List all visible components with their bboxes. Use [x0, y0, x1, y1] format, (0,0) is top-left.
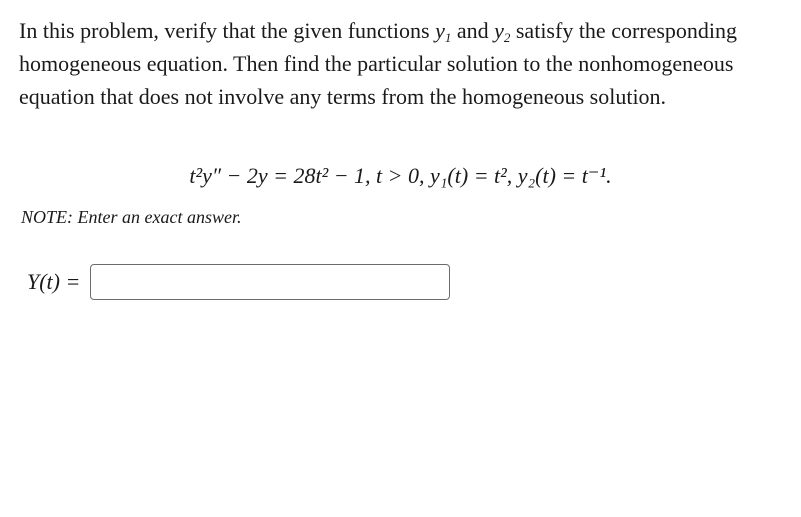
- equation-lhs: t²y″ − 2y = 28t² − 1,: [189, 163, 371, 188]
- equation-condition: t > 0,: [376, 163, 425, 188]
- answer-input[interactable]: [90, 264, 450, 300]
- problem-text-part1: In this problem, verify that the given functions: [19, 18, 436, 43]
- y1-symbol: $y_1$: [435, 18, 452, 45]
- equation-y1: y₁(t) = t²,: [430, 163, 513, 188]
- note-text: NOTE: Enter an exact answer.: [21, 207, 242, 227]
- problem-text-part2: satisfy the corresponding homogeneous equation. Then find the particular solution to the nonhomogeneous equation that does not involve any terms from the homogeneous solution.: [19, 18, 738, 109]
- problem-statement: [19, 14, 779, 113]
- answer-row: [27, 262, 450, 302]
- problem-text-and: and: [451, 18, 495, 43]
- answer-label: Y(t) =: [27, 269, 81, 294]
- equation-y2: y₂(t) = t⁻¹.: [517, 163, 612, 188]
- y2-symbol: $y_2$: [494, 18, 511, 45]
- differential-equation: [0, 163, 801, 189]
